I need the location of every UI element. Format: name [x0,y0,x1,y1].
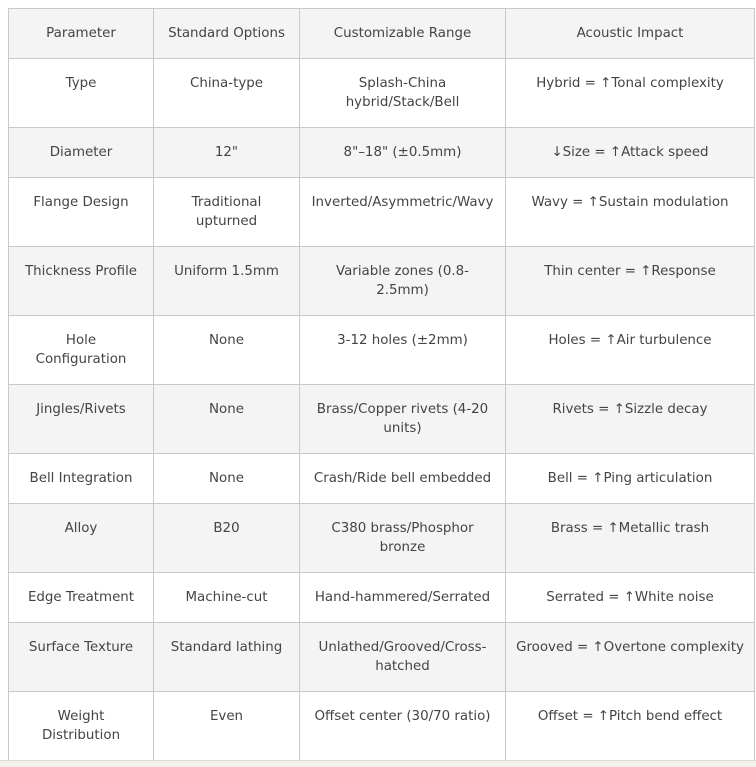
cell-parameter: Thickness Profile [9,247,154,316]
cell-impact: Offset = ↑Pitch bend effect [506,692,755,761]
table-row [9,316,755,385]
header-acoustic-impact: Acoustic Impact [506,9,755,59]
cell-parameter: Diameter [9,128,154,178]
parameter-table [8,8,755,761]
cell-standard: Traditional upturned [154,178,300,247]
cell-range: C380 brass/Phosphor bronze [300,504,506,573]
cell-impact: ↓Size = ↑Attack speed [506,128,755,178]
cell-impact: Wavy = ↑Sustain modulation [506,178,755,247]
cell-standard: Uniform 1.5mm [154,247,300,316]
cell-range: 3-12 holes (±2mm) [300,316,506,385]
cell-standard: None [154,385,300,454]
table-row [9,247,755,316]
cell-standard: Machine-cut [154,573,300,623]
table-row [9,385,755,454]
cell-impact: Rivets = ↑Sizzle decay [506,385,755,454]
cell-parameter: Hole Configuration [9,316,154,385]
cell-parameter: Edge Treatment [9,573,154,623]
table-row [9,128,755,178]
cell-parameter: Jingles/Rivets [9,385,154,454]
cell-parameter: Weight Distribution [9,692,154,761]
cell-range: Hand-hammered/Serrated [300,573,506,623]
cell-range: Crash/Ride bell embedded [300,454,506,504]
cell-parameter: Flange Design [9,178,154,247]
table-row [9,692,755,761]
cell-impact: Brass = ↑Metallic trash [506,504,755,573]
cell-standard: None [154,316,300,385]
cell-range: 8"–18" (±0.5mm) [300,128,506,178]
cell-standard: None [154,454,300,504]
cell-impact: Thin center = ↑Response [506,247,755,316]
cell-range: Brass/Copper rivets (4-20 units) [300,385,506,454]
cell-range: Variable zones (0.8-2.5mm) [300,247,506,316]
cell-impact: Grooved = ↑Overtone complexity [506,623,755,692]
cell-parameter: Type [9,59,154,128]
table-header-row [9,9,755,59]
header-customizable-range: Customizable Range [300,9,506,59]
cell-standard: China-type [154,59,300,128]
cell-standard: Standard lathing [154,623,300,692]
cell-parameter: Surface Texture [9,623,154,692]
table-row [9,623,755,692]
cell-parameter: Bell Integration [9,454,154,504]
cell-range: Unlathed/Grooved/Cross-hatched [300,623,506,692]
cell-range: Offset center (30/70 ratio) [300,692,506,761]
cell-impact: Hybrid = ↑Tonal complexity [506,59,755,128]
cell-impact: Bell = ↑Ping articulation [506,454,755,504]
table-row [9,573,755,623]
cell-standard: 12" [154,128,300,178]
cell-parameter: Alloy [9,504,154,573]
table-row [9,178,755,247]
table-row [9,454,755,504]
cell-standard: Even [154,692,300,761]
cell-range: Splash-China hybrid/Stack/Bell [300,59,506,128]
cell-impact: Serrated = ↑White noise [506,573,755,623]
header-standard-options: Standard Options [154,9,300,59]
header-parameter: Parameter [9,9,154,59]
cell-impact: Holes = ↑Air turbulence [506,316,755,385]
table-row [9,504,755,573]
table-row [9,59,755,128]
cell-range: Inverted/Asymmetric/Wavy [300,178,506,247]
cell-standard: B20 [154,504,300,573]
